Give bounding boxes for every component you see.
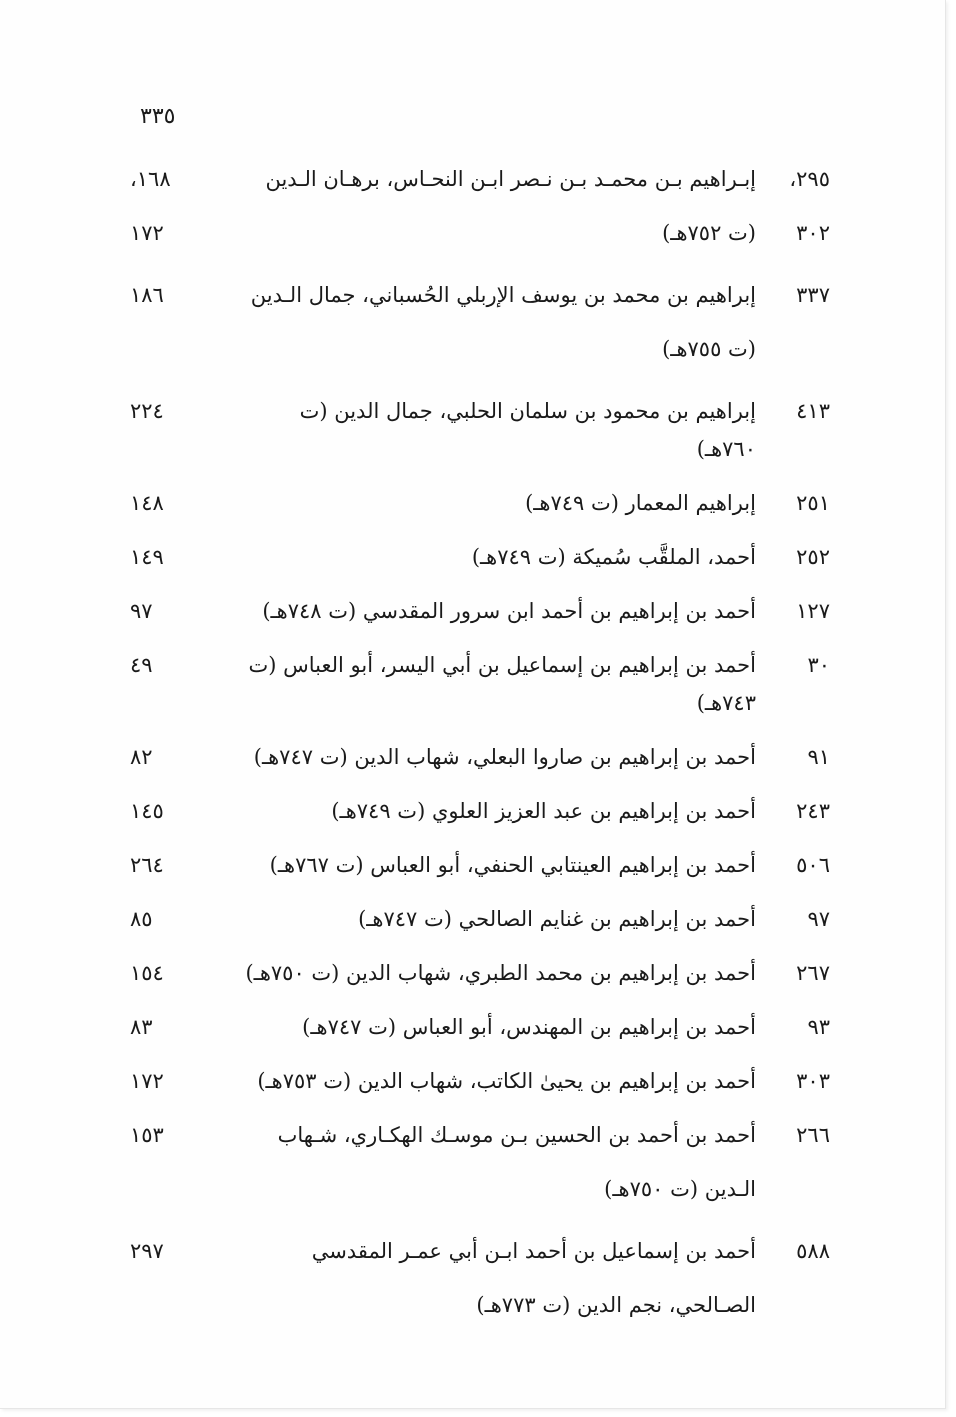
index-entry xyxy=(130,276,830,376)
entry-name: إبراهيم بن محمود بن سلمان الحلبي، جمال الدين (ت ٧٦٠هـ) xyxy=(299,399,756,461)
entry-number: ٣٠٣ xyxy=(796,1069,830,1093)
index-entry xyxy=(130,792,830,830)
entry-name: أحمد بن إبراهيم بن المهندس، أبو العباس (ت ٧٤٧هـ) xyxy=(302,1015,756,1039)
index-entry xyxy=(130,1008,830,1046)
entry-name: أحمد بن إبراهيم بن صاروا البعلي، شهاب الدين (ت ٧٤٧هـ) xyxy=(253,745,756,769)
entry-page: ١٦٨، ١٧٢ xyxy=(130,167,171,245)
entry-page: ٩٧ xyxy=(130,599,153,623)
entry-name: أحمد بن أحمد بن الحسين بـن موسـك الهكـاري، شـهاب الـدين (ت ٧٥٠هـ) xyxy=(277,1123,756,1201)
entry-number: ٢٤٣ xyxy=(796,799,830,823)
index-entry xyxy=(130,484,830,522)
entry-number: ٩٣ xyxy=(807,1015,830,1039)
entry-name: أحمد بن إبراهيم بن عبد العزيز العلوي (ت ٧٤٩هـ) xyxy=(331,799,756,823)
entry-page: ١٤٩ xyxy=(130,545,164,569)
index-entry xyxy=(130,954,830,992)
entry-number: ٤١٣ xyxy=(796,399,830,423)
biography-index xyxy=(130,160,830,1348)
index-entry xyxy=(130,738,830,776)
entry-page: ١٤٨ xyxy=(130,491,164,515)
entry-page: ٢٦٤ xyxy=(130,853,164,877)
entry-name: أحمد بن إبراهيم بن إسماعيل بن أبي اليسر، أبو العباس (ت ٧٤٣هـ) xyxy=(248,653,756,715)
entry-number: ٩٧ xyxy=(807,907,830,931)
entry-page: ١٤٥ xyxy=(130,799,164,823)
entry-number: ٩١ xyxy=(807,745,830,769)
entry-name: أحمد بن إبراهيم بن محمد الطبري، شهاب الدين (ت ٧٥٠هـ) xyxy=(245,961,756,985)
entry-page: ١٧٢ xyxy=(130,1069,164,1093)
entry-page: ١٨٦ xyxy=(130,283,164,307)
entry-number: ٣٣٧ xyxy=(796,283,830,307)
entry-number: ٥٨٨ xyxy=(796,1239,830,1263)
entry-number: ٢٥١ xyxy=(796,491,830,515)
index-entry xyxy=(130,1232,830,1332)
entry-name: إبـراهيم بـن محمـد بـن نـصر ابـن النحـاس، برهـان الـدين (ت ٧٥٢هـ) xyxy=(265,167,756,245)
entry-page: ٨٢ xyxy=(130,745,153,769)
entry-name: أحمد بن إبراهيم العينتابي الحنفي، أبو العباس (ت ٧٦٧هـ) xyxy=(269,853,756,877)
entry-page: ٨٥ xyxy=(130,907,153,931)
entry-page: ٢٩٧ xyxy=(130,1239,164,1263)
entry-name: أحمد بن إبراهيم بن يحيىٰ الكاتب، شهاب الدين (ت ٧٥٣هـ) xyxy=(257,1069,756,1093)
entry-number: ٢٦٧ xyxy=(796,961,830,985)
index-entry xyxy=(130,646,830,722)
entry-number: ١٢٧ xyxy=(796,599,830,623)
entry-number: ٢٩٥، ٣٠٢ xyxy=(789,167,830,245)
entry-number: ٢٥٢ xyxy=(796,545,830,569)
page-number: ٣٣٥ xyxy=(140,104,176,129)
entry-name: أحمد بن إبراهيم بن غنايم الصالحي (ت ٧٤٧هـ) xyxy=(358,907,756,931)
entry-page: ٤٩ xyxy=(130,653,153,677)
entry-number: ٥٠٦ xyxy=(796,853,830,877)
index-entry xyxy=(130,160,830,260)
index-entry xyxy=(130,1116,830,1216)
entry-page: ١٥٣ xyxy=(130,1123,164,1147)
index-entry xyxy=(130,392,830,468)
entry-page: ١٥٤ xyxy=(130,961,164,985)
index-entry xyxy=(130,846,830,884)
index-entry xyxy=(130,592,830,630)
entry-name: أحمد، الملقَّب سُميكة (ت ٧٤٩هـ) xyxy=(471,545,756,569)
index-entry xyxy=(130,1062,830,1100)
entry-name: أحمد بن إسماعيل بن أحمد ابـن أبي عمـر المقدسي الصـالحي، نجم الدين (ت ٧٧٣هـ) xyxy=(311,1239,756,1317)
entry-page: ٨٣ xyxy=(130,1015,153,1039)
index-entry xyxy=(130,900,830,938)
entry-number: ٣٠ xyxy=(807,653,830,677)
index-entry xyxy=(130,538,830,576)
entry-name: إبراهيم بن محمد بن يوسف الإربلي الحُسباني، جمال الـدين (ت ٧٥٥هـ) xyxy=(250,283,756,361)
entry-page: ٢٢٤ xyxy=(130,399,164,423)
entry-name: إبراهيم المعمار (ت ٧٤٩هـ) xyxy=(525,491,756,515)
entry-number: ٢٦٦ xyxy=(796,1123,830,1147)
entry-name: أحمد بن إبراهيم بن أحمد ابن سرور المقدسي (ت ٧٤٨هـ) xyxy=(262,599,756,623)
